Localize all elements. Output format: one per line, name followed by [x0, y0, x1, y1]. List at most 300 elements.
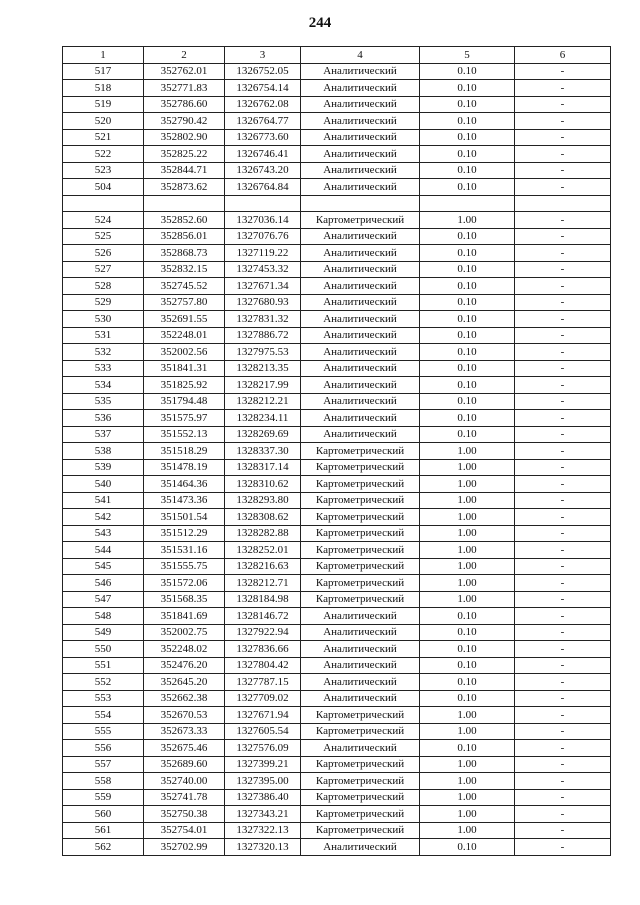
y-coordinate-cell: 1326752.05	[225, 63, 301, 80]
point-number-cell: 549	[63, 624, 144, 641]
x-coordinate-cell: 352702.99	[144, 839, 225, 856]
method-cell: Картометрический	[301, 212, 420, 229]
point-number-cell: 519	[63, 96, 144, 113]
note-cell: -	[515, 261, 611, 278]
x-coordinate-cell: 352856.01	[144, 228, 225, 245]
note-cell: -	[515, 377, 611, 394]
table-row	[63, 146, 611, 163]
accuracy-cell: 0.10	[420, 245, 515, 262]
method-cell: Картометрический	[301, 723, 420, 740]
x-coordinate-cell: 351531.16	[144, 542, 225, 559]
y-coordinate-cell: 1328269.69	[225, 426, 301, 443]
method-cell: Аналитический	[301, 426, 420, 443]
y-coordinate-cell: 1327076.76	[225, 228, 301, 245]
accuracy-cell: 0.10	[420, 624, 515, 641]
method-cell: Аналитический	[301, 278, 420, 295]
method-cell: Аналитический	[301, 657, 420, 674]
table-row	[63, 575, 611, 592]
accuracy-cell: 0.10	[420, 146, 515, 163]
y-coordinate-cell: 1328310.62	[225, 476, 301, 493]
accuracy-cell: 1.00	[420, 542, 515, 559]
point-number-cell: 518	[63, 80, 144, 97]
note-cell: -	[515, 162, 611, 179]
accuracy-cell: 0.10	[420, 641, 515, 658]
method-cell: Аналитический	[301, 113, 420, 130]
point-number-cell: 524	[63, 212, 144, 229]
note-cell: -	[515, 129, 611, 146]
point-number-cell: 555	[63, 723, 144, 740]
y-coordinate-cell: 1327036.14	[225, 212, 301, 229]
y-coordinate-cell: 1327399.21	[225, 756, 301, 773]
method-cell: Аналитический	[301, 608, 420, 625]
y-coordinate-cell: 1327576.09	[225, 740, 301, 757]
y-coordinate-cell: 1326762.08	[225, 96, 301, 113]
page-number: 244	[308, 15, 332, 31]
x-coordinate-cell: 351825.92	[144, 377, 225, 394]
accuracy-cell: 0.10	[420, 426, 515, 443]
y-coordinate-cell: 1328212.21	[225, 393, 301, 410]
accuracy-cell: 0.10	[420, 113, 515, 130]
point-number-cell: 556	[63, 740, 144, 757]
method-cell: Аналитический	[301, 146, 420, 163]
x-coordinate-cell: 351552.13	[144, 426, 225, 443]
table-row	[63, 294, 611, 311]
method-cell: Картометрический	[301, 443, 420, 460]
point-number-cell: 534	[63, 377, 144, 394]
method-cell: Аналитический	[301, 839, 420, 856]
x-coordinate-cell: 352675.46	[144, 740, 225, 757]
x-coordinate-cell: 352002.75	[144, 624, 225, 641]
method-cell: Картометрический	[301, 822, 420, 839]
point-number-cell: 540	[63, 476, 144, 493]
x-coordinate-cell: 352673.33	[144, 723, 225, 740]
column-header: 6	[515, 47, 611, 64]
note-cell: -	[515, 96, 611, 113]
note-cell: -	[515, 641, 611, 658]
method-cell: Картометрический	[301, 492, 420, 509]
x-coordinate-cell: 351478.19	[144, 459, 225, 476]
x-coordinate-cell: 351568.35	[144, 591, 225, 608]
note-cell: -	[515, 773, 611, 790]
x-coordinate-cell: 352689.60	[144, 756, 225, 773]
y-coordinate-cell: 1327322.13	[225, 822, 301, 839]
point-number-cell: 544	[63, 542, 144, 559]
column-header: 4	[301, 47, 420, 64]
accuracy-cell: 1.00	[420, 756, 515, 773]
x-coordinate-cell: 352476.20	[144, 657, 225, 674]
y-coordinate-cell: 1327804.42	[225, 657, 301, 674]
point-number-cell: 551	[63, 657, 144, 674]
accuracy-cell: 1.00	[420, 492, 515, 509]
accuracy-cell: 0.10	[420, 344, 515, 361]
note-cell: -	[515, 657, 611, 674]
y-coordinate-cell: 1327395.00	[225, 773, 301, 790]
accuracy-cell: 0.10	[420, 278, 515, 295]
table-row	[63, 723, 611, 740]
table-row	[63, 476, 611, 493]
note-cell: -	[515, 393, 611, 410]
x-coordinate-cell: 352740.00	[144, 773, 225, 790]
accuracy-cell: 1.00	[420, 558, 515, 575]
table-row	[63, 509, 611, 526]
y-coordinate-cell: 1327886.72	[225, 327, 301, 344]
x-coordinate-cell: 352832.15	[144, 261, 225, 278]
y-coordinate-cell: 1328293.80	[225, 492, 301, 509]
table-row	[63, 327, 611, 344]
point-number-cell: 554	[63, 707, 144, 724]
note-cell: -	[515, 459, 611, 476]
point-number-cell: 561	[63, 822, 144, 839]
table-row	[63, 756, 611, 773]
note-cell: -	[515, 80, 611, 97]
point-number-cell: 530	[63, 311, 144, 328]
table-row	[63, 344, 611, 361]
accuracy-cell: 0.10	[420, 162, 515, 179]
table-row	[63, 162, 611, 179]
method-cell	[301, 195, 420, 212]
point-number-cell: 523	[63, 162, 144, 179]
y-coordinate-cell: 1328337.30	[225, 443, 301, 460]
point-number-cell: 536	[63, 410, 144, 427]
method-cell: Картометрический	[301, 756, 420, 773]
table-header-row	[63, 47, 611, 64]
method-cell: Аналитический	[301, 80, 420, 97]
point-number-cell: 521	[63, 129, 144, 146]
point-number-cell: 562	[63, 839, 144, 856]
accuracy-cell: 0.10	[420, 311, 515, 328]
accuracy-cell: 0.10	[420, 690, 515, 707]
table-row	[63, 690, 611, 707]
y-coordinate-cell: 1327831.32	[225, 311, 301, 328]
column-header: 3	[225, 47, 301, 64]
point-number-cell: 527	[63, 261, 144, 278]
note-cell: -	[515, 789, 611, 806]
coordinates-table	[62, 46, 611, 856]
accuracy-cell	[420, 195, 515, 212]
point-number-cell: 548	[63, 608, 144, 625]
table-row	[63, 806, 611, 823]
point-number-cell: 539	[63, 459, 144, 476]
method-cell: Аналитический	[301, 641, 420, 658]
y-coordinate-cell: 1328216.63	[225, 558, 301, 575]
note-cell: -	[515, 624, 611, 641]
accuracy-cell: 1.00	[420, 459, 515, 476]
table-row	[63, 228, 611, 245]
note-cell: -	[515, 690, 611, 707]
x-coordinate-cell: 351572.06	[144, 575, 225, 592]
note-cell: -	[515, 327, 611, 344]
point-number-cell: 533	[63, 360, 144, 377]
column-header: 1	[63, 47, 144, 64]
x-coordinate-cell: 351575.97	[144, 410, 225, 427]
table-row	[63, 558, 611, 575]
x-coordinate-cell: 351841.31	[144, 360, 225, 377]
note-cell: -	[515, 839, 611, 856]
table-row	[63, 492, 611, 509]
y-coordinate-cell: 1327320.13	[225, 839, 301, 856]
note-cell: -	[515, 344, 611, 361]
note-cell: -	[515, 806, 611, 823]
y-coordinate-cell: 1326764.77	[225, 113, 301, 130]
point-number-cell: 526	[63, 245, 144, 262]
accuracy-cell: 1.00	[420, 443, 515, 460]
y-coordinate-cell: 1326746.41	[225, 146, 301, 163]
method-cell: Аналитический	[301, 245, 420, 262]
table-row	[63, 278, 611, 295]
note-cell: -	[515, 443, 611, 460]
x-coordinate-cell: 351473.36	[144, 492, 225, 509]
accuracy-cell: 0.10	[420, 179, 515, 196]
method-cell: Аналитический	[301, 410, 420, 427]
y-coordinate-cell: 1328213.35	[225, 360, 301, 377]
point-number-cell: 522	[63, 146, 144, 163]
point-number-cell: 552	[63, 674, 144, 691]
point-number-cell: 559	[63, 789, 144, 806]
point-number-cell: 520	[63, 113, 144, 130]
method-cell: Аналитический	[301, 162, 420, 179]
accuracy-cell: 1.00	[420, 575, 515, 592]
y-coordinate-cell: 1328308.62	[225, 509, 301, 526]
method-cell: Картометрический	[301, 476, 420, 493]
accuracy-cell: 0.10	[420, 740, 515, 757]
method-cell: Картометрический	[301, 575, 420, 592]
point-number-cell: 542	[63, 509, 144, 526]
y-coordinate-cell: 1327922.94	[225, 624, 301, 641]
method-cell: Картометрический	[301, 591, 420, 608]
x-coordinate-cell: 352754.01	[144, 822, 225, 839]
method-cell: Картометрический	[301, 806, 420, 823]
note-cell: -	[515, 146, 611, 163]
note-cell: -	[515, 179, 611, 196]
note-cell: -	[515, 63, 611, 80]
table-row	[63, 245, 611, 262]
note-cell: -	[515, 822, 611, 839]
point-number-cell: 537	[63, 426, 144, 443]
method-cell: Аналитический	[301, 311, 420, 328]
method-cell: Аналитический	[301, 129, 420, 146]
accuracy-cell: 0.10	[420, 377, 515, 394]
table-row	[63, 410, 611, 427]
x-coordinate-cell: 352790.42	[144, 113, 225, 130]
x-coordinate-cell: 352762.01	[144, 63, 225, 80]
method-cell: Аналитический	[301, 96, 420, 113]
table-row	[63, 377, 611, 394]
table-row	[63, 789, 611, 806]
accuracy-cell: 1.00	[420, 789, 515, 806]
point-number-cell: 504	[63, 179, 144, 196]
accuracy-cell: 0.10	[420, 393, 515, 410]
x-coordinate-cell: 351841.69	[144, 608, 225, 625]
note-cell: -	[515, 591, 611, 608]
note-cell: -	[515, 756, 611, 773]
point-number-cell: 528	[63, 278, 144, 295]
accuracy-cell: 0.10	[420, 657, 515, 674]
table-row	[63, 179, 611, 196]
y-coordinate-cell: 1328234.11	[225, 410, 301, 427]
y-coordinate-cell: 1328282.88	[225, 525, 301, 542]
x-coordinate-cell: 352844.71	[144, 162, 225, 179]
table-row	[63, 459, 611, 476]
method-cell: Аналитический	[301, 740, 420, 757]
method-cell: Аналитический	[301, 393, 420, 410]
accuracy-cell: 0.10	[420, 608, 515, 625]
x-coordinate-cell: 352750.38	[144, 806, 225, 823]
method-cell: Аналитический	[301, 261, 420, 278]
point-number-cell: 553	[63, 690, 144, 707]
x-coordinate-cell: 352852.60	[144, 212, 225, 229]
column-header: 5	[420, 47, 515, 64]
table-row	[63, 443, 611, 460]
note-cell: -	[515, 608, 611, 625]
table-row	[63, 393, 611, 410]
accuracy-cell: 1.00	[420, 525, 515, 542]
table-row	[63, 80, 611, 97]
table-row	[63, 773, 611, 790]
table-row	[63, 426, 611, 443]
accuracy-cell: 0.10	[420, 674, 515, 691]
y-coordinate-cell: 1327671.94	[225, 707, 301, 724]
accuracy-cell: 0.10	[420, 228, 515, 245]
point-number-cell: 541	[63, 492, 144, 509]
accuracy-cell: 0.10	[420, 80, 515, 97]
table-row	[63, 839, 611, 856]
accuracy-cell: 1.00	[420, 822, 515, 839]
x-coordinate-cell: 351501.54	[144, 509, 225, 526]
x-coordinate-cell: 351555.75	[144, 558, 225, 575]
x-coordinate-cell: 352645.20	[144, 674, 225, 691]
point-number-cell: 558	[63, 773, 144, 790]
table-row	[63, 624, 611, 641]
accuracy-cell: 0.10	[420, 63, 515, 80]
method-cell: Картометрический	[301, 542, 420, 559]
accuracy-cell: 1.00	[420, 591, 515, 608]
accuracy-cell: 1.00	[420, 476, 515, 493]
accuracy-cell: 0.10	[420, 327, 515, 344]
y-coordinate-cell: 1327453.32	[225, 261, 301, 278]
method-cell: Аналитический	[301, 624, 420, 641]
y-coordinate-cell: 1328217.99	[225, 377, 301, 394]
accuracy-cell: 0.10	[420, 261, 515, 278]
y-coordinate-cell: 1327386.40	[225, 789, 301, 806]
method-cell: Аналитический	[301, 228, 420, 245]
method-cell: Аналитический	[301, 377, 420, 394]
method-cell: Аналитический	[301, 674, 420, 691]
note-cell: -	[515, 542, 611, 559]
y-coordinate-cell: 1327836.66	[225, 641, 301, 658]
accuracy-cell: 0.10	[420, 96, 515, 113]
table-row	[63, 657, 611, 674]
table-row	[63, 674, 611, 691]
x-coordinate-cell: 352771.83	[144, 80, 225, 97]
y-coordinate-cell: 1326754.14	[225, 80, 301, 97]
table-row	[63, 261, 611, 278]
method-cell: Аналитический	[301, 327, 420, 344]
note-cell: -	[515, 212, 611, 229]
note-cell: -	[515, 426, 611, 443]
note-cell: -	[515, 723, 611, 740]
x-coordinate-cell: 352802.90	[144, 129, 225, 146]
note-cell: -	[515, 740, 611, 757]
table-row	[63, 591, 611, 608]
point-number-cell: 517	[63, 63, 144, 80]
point-number-cell: 529	[63, 294, 144, 311]
note-cell: -	[515, 575, 611, 592]
note-cell: -	[515, 558, 611, 575]
table-row	[63, 212, 611, 229]
accuracy-cell: 0.10	[420, 294, 515, 311]
accuracy-cell: 1.00	[420, 707, 515, 724]
y-coordinate-cell: 1327343.21	[225, 806, 301, 823]
note-cell: -	[515, 492, 611, 509]
point-number-cell: 545	[63, 558, 144, 575]
note-cell: -	[515, 113, 611, 130]
y-coordinate-cell: 1327119.22	[225, 245, 301, 262]
table-row	[63, 129, 611, 146]
method-cell: Картометрический	[301, 707, 420, 724]
point-number-cell: 531	[63, 327, 144, 344]
method-cell: Картометрический	[301, 789, 420, 806]
method-cell: Аналитический	[301, 63, 420, 80]
point-number-cell: 532	[63, 344, 144, 361]
point-number-cell: 543	[63, 525, 144, 542]
table-row	[63, 195, 611, 212]
table-row	[63, 542, 611, 559]
table-row	[63, 740, 611, 757]
method-cell: Картометрический	[301, 773, 420, 790]
y-coordinate-cell: 1328317.14	[225, 459, 301, 476]
x-coordinate-cell: 352248.01	[144, 327, 225, 344]
x-coordinate-cell: 352757.80	[144, 294, 225, 311]
table-row	[63, 525, 611, 542]
table-row	[63, 822, 611, 839]
x-coordinate-cell: 351512.29	[144, 525, 225, 542]
point-number-cell: 547	[63, 591, 144, 608]
method-cell: Аналитический	[301, 294, 420, 311]
accuracy-cell: 0.10	[420, 410, 515, 427]
accuracy-cell: 1.00	[420, 723, 515, 740]
y-coordinate-cell: 1326743.20	[225, 162, 301, 179]
column-header: 2	[144, 47, 225, 64]
accuracy-cell: 1.00	[420, 806, 515, 823]
x-coordinate-cell: 351464.36	[144, 476, 225, 493]
note-cell: -	[515, 674, 611, 691]
x-coordinate-cell: 352662.38	[144, 690, 225, 707]
x-coordinate-cell: 351518.29	[144, 443, 225, 460]
y-coordinate-cell: 1327975.53	[225, 344, 301, 361]
point-number-cell: 538	[63, 443, 144, 460]
note-cell: -	[515, 410, 611, 427]
x-coordinate-cell	[144, 195, 225, 212]
y-coordinate-cell: 1327671.34	[225, 278, 301, 295]
x-coordinate-cell: 352741.78	[144, 789, 225, 806]
point-number-cell: 525	[63, 228, 144, 245]
table-row	[63, 113, 611, 130]
table-row	[63, 311, 611, 328]
table-row	[63, 96, 611, 113]
note-cell: -	[515, 278, 611, 295]
point-number-cell	[63, 195, 144, 212]
accuracy-cell: 1.00	[420, 773, 515, 790]
method-cell: Картометрический	[301, 459, 420, 476]
note-cell: -	[515, 476, 611, 493]
table-body	[63, 63, 611, 855]
x-coordinate-cell: 352786.60	[144, 96, 225, 113]
table-row	[63, 608, 611, 625]
accuracy-cell: 0.10	[420, 360, 515, 377]
y-coordinate-cell: 1326764.84	[225, 179, 301, 196]
note-cell: -	[515, 294, 611, 311]
x-coordinate-cell: 352825.22	[144, 146, 225, 163]
